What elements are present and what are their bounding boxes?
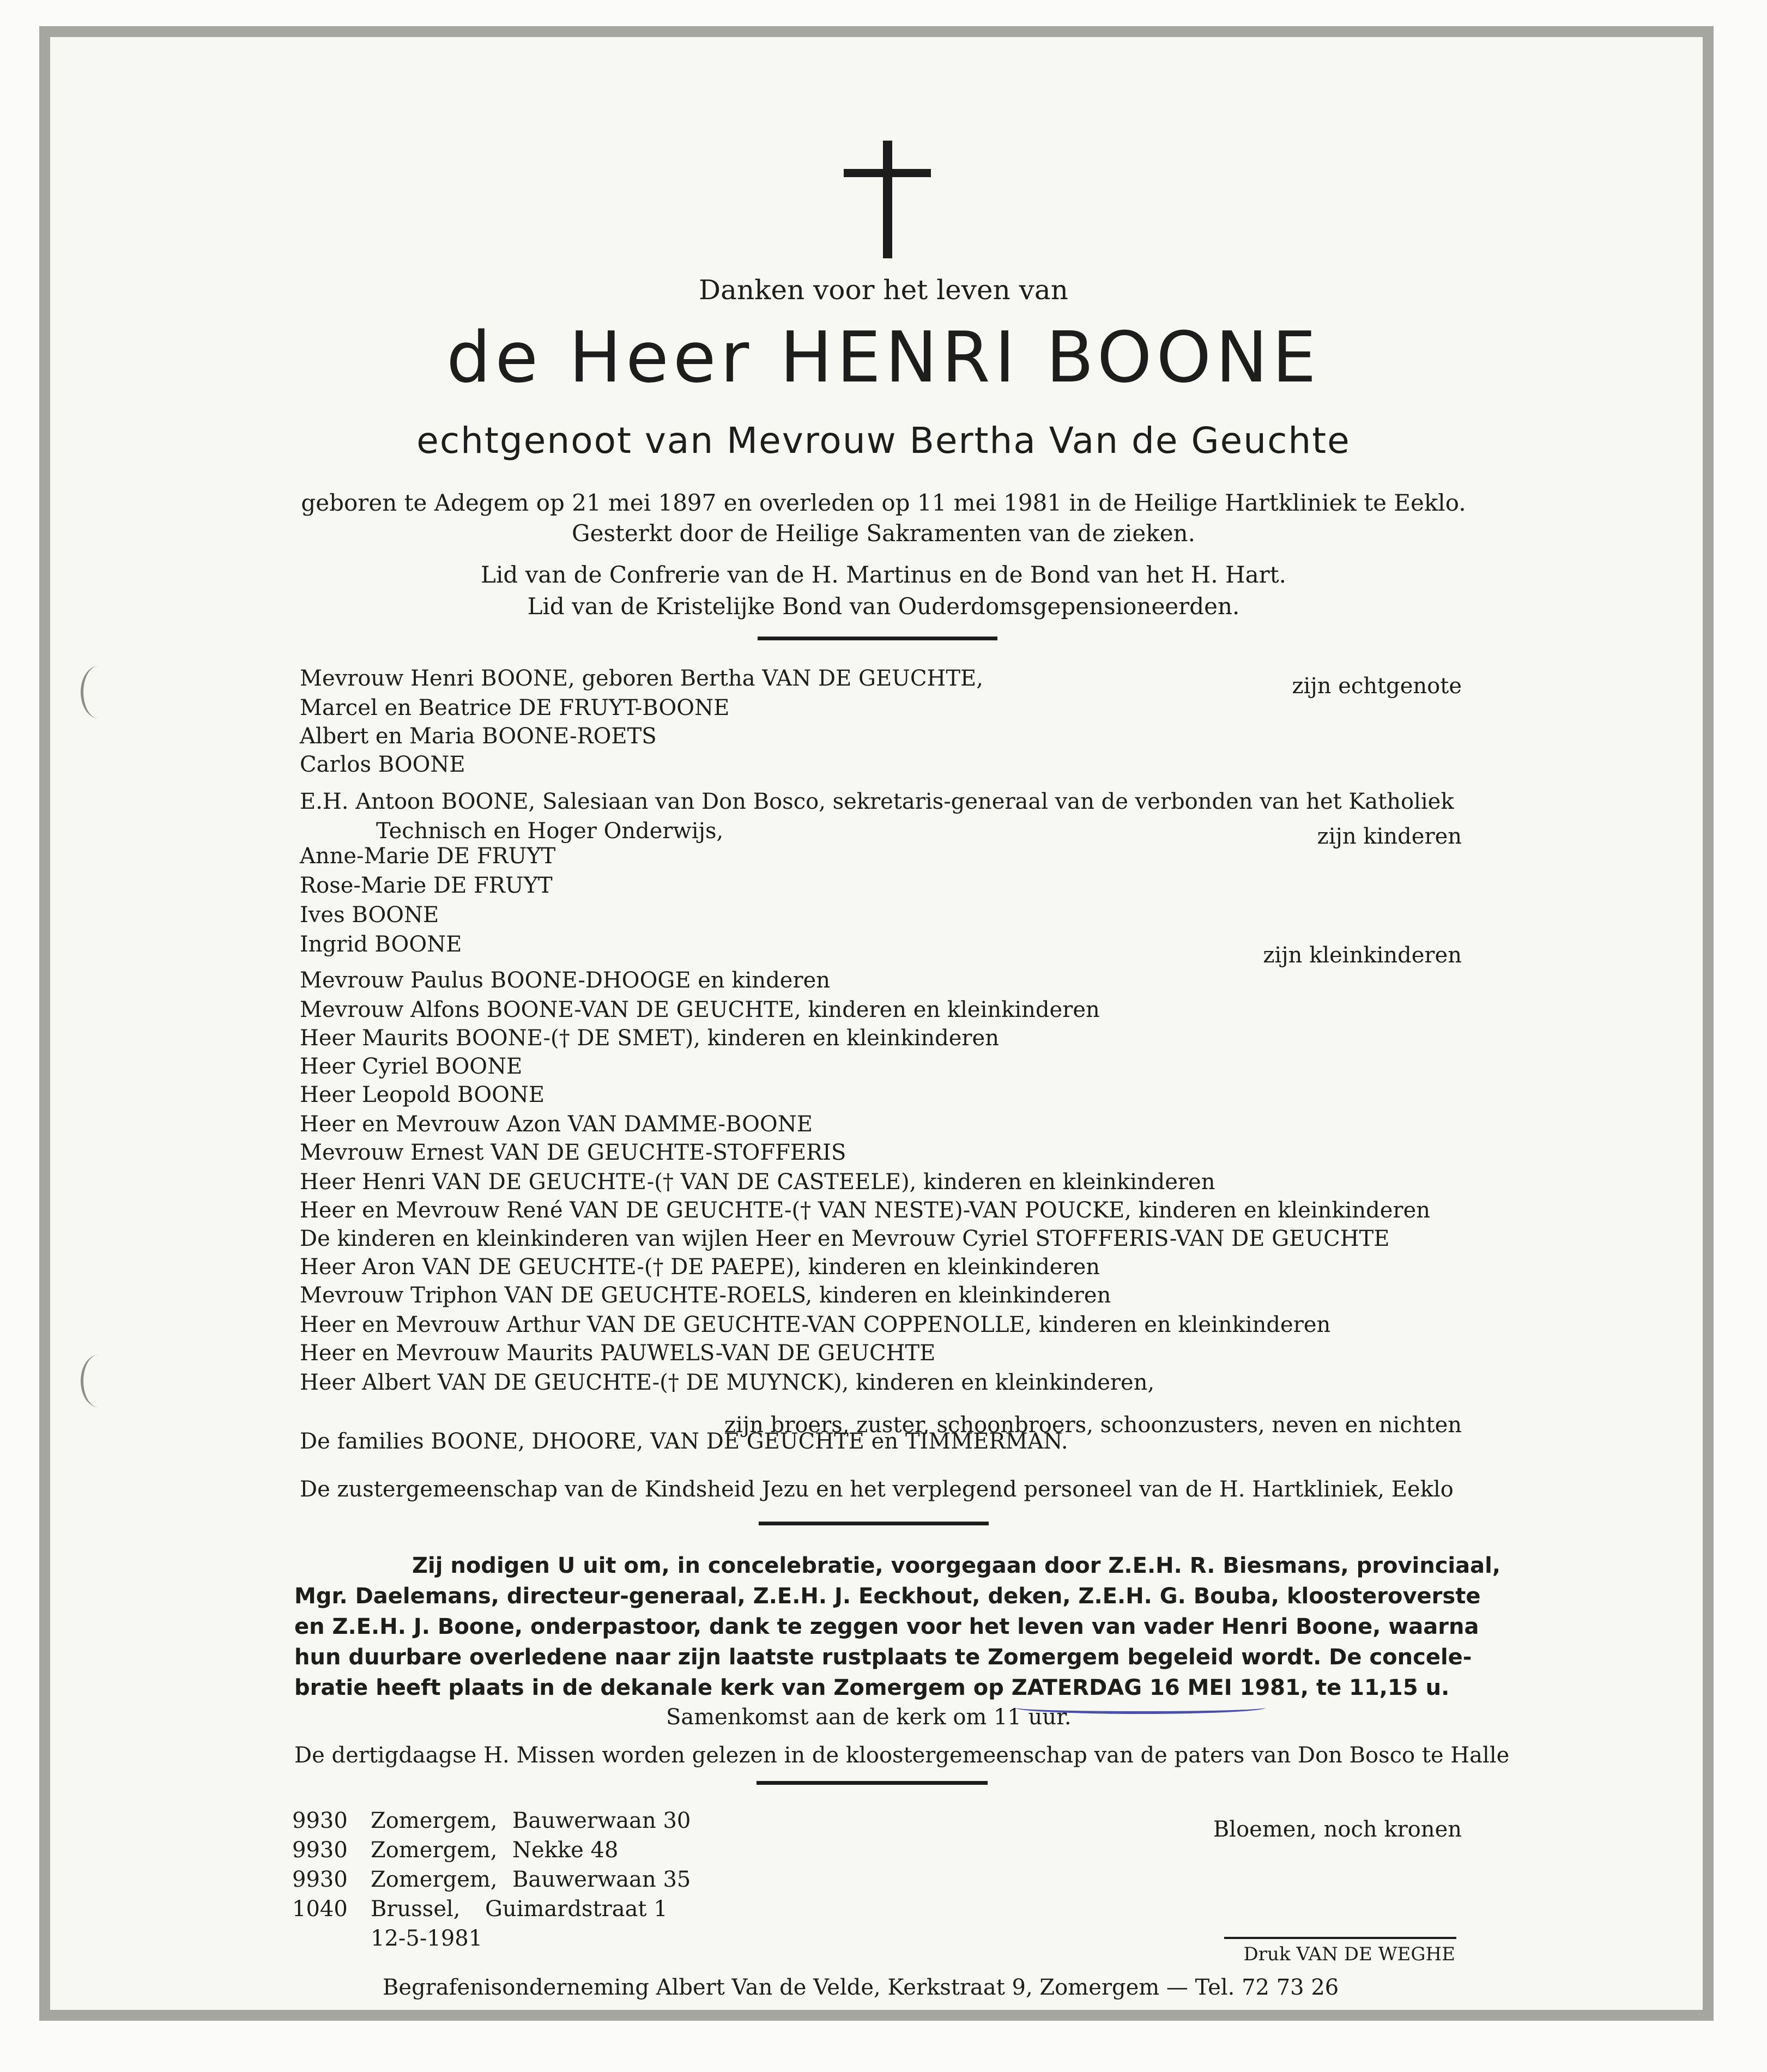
family-line: Mevrouw Paulus BOONE-DHOOGE en kinderen: [300, 968, 831, 993]
relation-label: zijn broers, zuster, schoonbroers, schoonzusters, neven en nichten: [724, 1413, 1462, 1438]
deceased-name: de Heer HENRI BOONE: [446, 317, 1321, 398]
relation-label: zijn echtgenote: [1292, 674, 1462, 699]
divider: [758, 637, 997, 640]
family-line: Mevrouw Alfons BOONE-VAN DE GEUCHTE, kinderen en kleinkinderen: [300, 997, 1100, 1022]
address-street: Bauwerwaan 35: [512, 1867, 691, 1892]
family-line: De families BOONE, DHOORE, VAN DE GEUCHTE en TIMMERMAN.: [300, 1429, 1068, 1454]
family-line: Heer Maurits BOONE-(† DE SMET), kinderen en kleinkinderen: [300, 1026, 999, 1051]
bio-line: geboren te Adegem op 21 mei 1897 en overleden op 11 mei 1981 in de Heilige Hartkliniek te Eeklo.: [301, 489, 1466, 516]
family-line: Mevrouw Henri BOONE, geboren Bertha VAN DE GEUCHTE,: [300, 666, 983, 691]
address-street: Guimardstraat 1: [485, 1897, 668, 1922]
family-line: Heer en Mevrouw Azon VAN DAMME-BOONE: [300, 1112, 813, 1137]
family-line: Marcel en Beatrice DE FRUYT-BOONE: [300, 695, 730, 720]
flowers-note: Bloemen, noch kronen: [1213, 1817, 1462, 1842]
family-line: E.H. Antoon BOONE, Salesiaan van Don Bosco, sekretaris-generaal van de verbonden van het Katholiek: [300, 789, 1454, 814]
family-line: Mevrouw Triphon VAN DE GEUCHTE-ROELS, kinderen en kleinkinderen: [300, 1283, 1111, 1308]
bio-line: Lid van de Confrerie van de H. Martinus en de Bond van het H. Hart.: [481, 561, 1286, 588]
family-line: Rose-Marie DE FRUYT: [300, 873, 553, 898]
invitation-line: en Z.E.H. J. Boone, onderpastoor, dank te zeggen voor het leven van vader Henri Boone, waarna: [294, 1614, 1479, 1639]
masses-note: De dertigdaagse H. Missen worden gelezen in de kloostergemeenschap van de paters van Don Bosco te Halle: [294, 1743, 1510, 1768]
notice-date: 12-5-1981: [371, 1926, 483, 1951]
address-postcode: 9930: [292, 1808, 348, 1833]
printer-credit: Druk VAN DE WEGHE: [1243, 1943, 1455, 1965]
family-line: Anne-Marie DE FRUYT: [300, 844, 556, 869]
family-line: Heer en Mevrouw Arthur VAN DE GEUCHTE-VAN COPPENOLLE, kinderen en kleinkinderen: [300, 1312, 1331, 1337]
divider: [759, 1522, 989, 1525]
family-line: Ives BOONE: [300, 902, 439, 928]
family-line: Albert en Maria BOONE-ROETS: [300, 724, 657, 749]
relation-label: zijn kleinkinderen: [1263, 943, 1462, 968]
family-line: Mevrouw Ernest VAN DE GEUCHTE-STOFFERIS: [300, 1140, 846, 1165]
family-line: Heer Albert VAN DE GEUCHTE-(† DE MUYNCK), kinderen en kleinkinderen,: [300, 1370, 1155, 1395]
family-line: Carlos BOONE: [300, 752, 465, 777]
gathering-time: Samenkomst aan de kerk om 11 uur.: [666, 1705, 1072, 1730]
family-line: Heer Henri VAN DE GEUCHTE-(† VAN DE CASTEELE), kinderen en kleinkinderen: [300, 1170, 1215, 1195]
family-line: Heer Aron VAN DE GEUCHTE-(† DE PAEPE), kinderen en kleinkinderen: [300, 1255, 1100, 1280]
family-line: Heer en Mevrouw Maurits PAUWELS-VAN DE GEUCHTE: [300, 1341, 936, 1366]
address-postcode: 9930: [292, 1867, 348, 1892]
family-line: Heer en Mevrouw René VAN DE GEUCHTE-(† VAN NESTE)-VAN POUCKE, kinderen en kleinkinderen: [300, 1198, 1431, 1223]
family-line: Technisch en Hoger Onderwijs,: [376, 819, 724, 844]
family-line: Ingrid BOONE: [300, 932, 462, 957]
punch-hole: [81, 1355, 116, 1407]
undertaker-line: Begrafenisonderneming Albert Van de Velde, Kerkstraat 9, Zomergem — Tel. 72 73 26: [383, 1975, 1339, 2000]
address-street: Nekke 48: [512, 1838, 619, 1863]
invitation-line: Mgr. Daelemans, directeur-generaal, Z.E.H. J. Eeckhout, deken, Z.E.H. G. Bouba, kloosteroverste: [294, 1584, 1481, 1609]
heading-lead: Danken voor het leven van: [699, 274, 1068, 306]
printer-rule: [1224, 1937, 1456, 1939]
invitation-line: hun duurbare overledene naar zijn laatste rustplaats te Zomergem begeleid wordt. De concele-: [294, 1645, 1472, 1670]
family-line: De kinderen en kleinkinderen van wijlen Heer en Mevrouw Cyriel STOFFERIS-VAN DE GEUCHTE: [300, 1226, 1390, 1251]
address-city: Brussel,: [371, 1897, 461, 1922]
bio-line: Lid van de Kristelijke Bond van Ouderdomsgepensioneerden.: [527, 593, 1240, 620]
family-line: Heer Cyriel BOONE: [300, 1054, 523, 1079]
relation-label: zijn kinderen: [1317, 824, 1462, 849]
divider: [757, 1781, 988, 1785]
address-postcode: 1040: [292, 1897, 348, 1922]
family-line: De zustergemeenschap van de Kindsheid Jezu en het verplegend personeel van de H. Hartkliniek, Eeklo: [300, 1477, 1454, 1502]
family-line: Heer Leopold BOONE: [300, 1082, 545, 1107]
spouse-line: echtgenoot van Mevrouw Bertha Van de Geuchte: [416, 420, 1351, 462]
address-city: Zomergem,: [371, 1808, 498, 1833]
address-street: Bauwerwaan 30: [512, 1808, 691, 1833]
invitation-line: Zij nodigen U uit om, in concelebratie, voorgegaan door Z.E.H. R. Biesmans, provinciaal,: [412, 1553, 1501, 1578]
address-city: Zomergem,: [371, 1867, 498, 1892]
invitation-line: bratie heeft plaats in de dekanale kerk van Zomergem op ZATERDAG 16 MEI 1981, te 11,15 u.: [294, 1675, 1450, 1700]
punch-hole: [81, 666, 116, 718]
address-postcode: 9930: [292, 1838, 348, 1863]
bio-line: Gesterkt door de Heilige Sakramenten van de zieken.: [572, 520, 1195, 547]
address-city: Zomergem,: [371, 1838, 498, 1863]
